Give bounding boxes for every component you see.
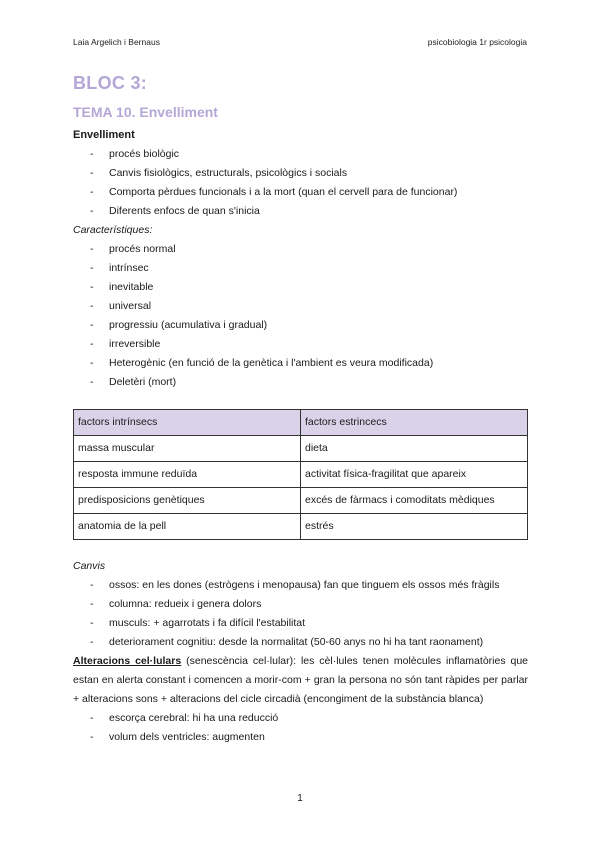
column-header-intrinsic: factors intrínsecs [74, 410, 301, 436]
list-item: - procés normal [73, 240, 528, 259]
table-cell: predisposicions genètiques [74, 488, 301, 514]
bloc-title: BLOC 3: [73, 73, 148, 93]
list-item: - universal [73, 297, 528, 316]
table-cell: dieta [301, 436, 528, 462]
table-cell: activitat física-fragilitat que apareix [301, 462, 528, 488]
list-item: - intrínsec [73, 259, 528, 278]
header-course: psicobiologia 1r psicologia [427, 37, 527, 47]
list-item: - procés biològic [73, 145, 528, 164]
header-author: Laia Argelich i Bernaus [73, 37, 160, 47]
tema-title: TEMA 10. Envelliment [73, 104, 218, 120]
envelliment-heading: Envelliment [73, 129, 135, 141]
table-row [74, 488, 528, 514]
list-item: - columna: redueix i genera dolors [73, 595, 528, 614]
list-item: - volum dels ventricles: augmenten [73, 728, 528, 747]
table-row [74, 436, 528, 462]
canvis-heading: Canvis [73, 560, 106, 572]
caracteristiques-heading: Característiques: [73, 224, 153, 236]
page-number: 1 [297, 793, 303, 804]
list-item: - Diferents enfocs de quan s'inicia [73, 202, 528, 221]
list-item: - escorça cerebral: hi ha una reducció [73, 709, 528, 728]
alteracions-list [73, 709, 528, 747]
list-item: - Comporta pèrdues funcionals i a la mort (quan el cervell para de funcionar) [73, 183, 528, 202]
column-header-extrinsic: factors estrincecs [301, 410, 528, 436]
list-item: - irreversible [73, 335, 528, 354]
list-item: - inevitable [73, 278, 528, 297]
list-item: - Deletèri (mort) [73, 373, 528, 392]
list-item: - deteriorament cognitiu: desde la normalitat (50-60 anys no hi ha tant raonament) [73, 633, 528, 652]
factors-table [73, 409, 528, 540]
canvis-list [73, 576, 528, 652]
alteracions-paragraph [73, 652, 528, 709]
table-header-row [74, 410, 528, 436]
list-item: - musculs: + agarrotats i fa difícil l'estabilitat [73, 614, 528, 633]
caracteristiques-list [73, 240, 528, 392]
table-row [74, 462, 528, 488]
table-cell: anatomia de la pell [74, 514, 301, 540]
envelliment-list [73, 145, 528, 221]
table-cell: excés de fàrmacs i comoditats mèdiques [301, 488, 528, 514]
alteracions-title: Alteracions cel·lulars [73, 655, 182, 667]
table-cell: resposta immune reduïda [74, 462, 301, 488]
table-row [74, 514, 528, 540]
alteracions-text: (senescència cel·lular): les cèl·lules tenen molècules inflamatòries que estan en alerta constant i comencen a morir-com + gran la persona no són tant ràpides per parlar + alteracions sons + alteracions del cicle circadià (encongiment de la substància blanca) [73, 655, 528, 705]
list-item: - ossos: en les dones (estrògens i menopausa) fan que tinguem els ossos més fràgils [73, 576, 528, 595]
list-item: - Heterogènic (en funció de la genètica i l'ambient es veura modificada) [73, 354, 528, 373]
table-cell: estrés [301, 514, 528, 540]
table-cell: massa muscular [74, 436, 301, 462]
document-body [73, 126, 528, 747]
list-item: - Canvis fisiològics, estructurals, psicològics i socials [73, 164, 528, 183]
page-header [73, 37, 527, 47]
list-item: - progressiu (acumulativa i gradual) [73, 316, 528, 335]
